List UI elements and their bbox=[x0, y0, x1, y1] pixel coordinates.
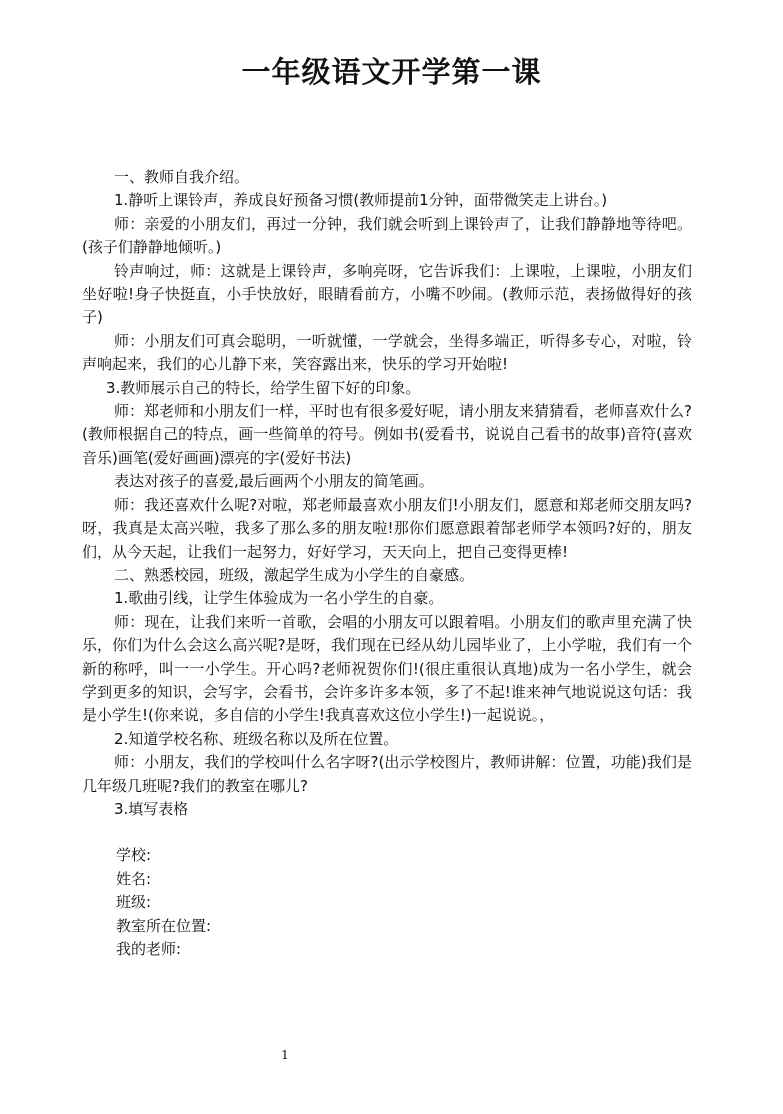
fill-in-form bbox=[82, 844, 692, 961]
section-heading: 二、熟悉校园，班级，激起学生成为小学生的自豪感。 bbox=[114, 565, 475, 584]
form-field-name: 姓名: bbox=[116, 869, 152, 888]
form-field-teacher: 我的老师: bbox=[116, 940, 182, 958]
page-number: 1 bbox=[281, 1048, 289, 1062]
form-field-class: 班级: bbox=[116, 893, 152, 912]
paragraph: 师：我还喜欢什么呢?对啦，郑老师最喜欢小朋友们!小朋友们，愿意和郑老师交朋友吗?呀，我真是太高兴啦，我多了那么多的朋友啦!那你们愿意跟着郜老师学本领吗?好的，朋友们，从今天起，让我们一起努力，好好学习，天天向上，把自己变得更棒! bbox=[82, 495, 692, 561]
form-field-classroom-location: 教室所在位置: bbox=[116, 916, 212, 935]
paragraph: 师：亲爱的小朋友们，再过一分钟，我们就会听到上课铃声了，让我们静静地等待吧。(孩子们静静地倾听。) bbox=[82, 214, 692, 257]
paragraph: 师：现在，让我们来听一首歌，会唱的小朋友可以跟着唱。小朋友们的歌声里充满了快乐，你们为什么会这么高兴呢?是呀，我们现在已经从幼儿园毕业了，上小学啦，我们有一个新的称呼，叫一一小学生。开心吗?老师祝贺你们!(很庄重很认真地)成为一名小学生，就会学到更多的知识，会写字，会看书，会许多许多本领，多了不起!谁来神气地说说这句话：我是小学生!(你来说，多自信的小学生!我真喜欢这位小学生!)一起说说。， bbox=[82, 612, 692, 725]
spacer bbox=[82, 821, 692, 844]
paragraph: 1.歌曲引线，让学生体验成为一名小学生的自豪。 bbox=[114, 589, 444, 608]
section-heading: 一、教师自我介绍。 bbox=[114, 168, 250, 186]
paragraph: 铃声响过，师：这就是上课铃声，多响亮呀，它告诉我们：上课啦，上课啦，小朋友们坐好啦!身子快挺直，小手快放好，眼睛看前方，小嘴不吵闹。(教师示范，表扬做得好的孩子) bbox=[82, 261, 692, 327]
paragraph: 2.知道学校名称、班级名称以及所在位置。 bbox=[114, 729, 399, 748]
paragraph: 师：郑老师和小朋友们一样，平时也有很多爱好呢，请小朋友来猜猜看，老师喜欢什么?(教师根据自己的特点，画一些简单的符号。例如书(爱看书，说说自己看书的故事)音符(喜欢音乐)画笔(爱好画画)漂亮的字(爱好书法) bbox=[82, 402, 692, 467]
document-body bbox=[82, 166, 692, 961]
paragraph: 3.填写表格 bbox=[114, 799, 189, 818]
document-title: 一年级语文开学第一课 bbox=[241, 55, 542, 89]
form-field-school: 学校: bbox=[116, 846, 152, 865]
paragraph: 1.静听上课铃声，养成良好预备习惯(教师提前1分钟，面带微笑走上讲台。) bbox=[114, 191, 608, 210]
paragraph: 表达对孩子的喜爱,最后画两个小朋友的简笔画。 bbox=[114, 472, 434, 491]
paragraph: 师：小朋友，我们的学校叫什么名字呀?(出示学校图片，教师讲解：位置，功能)我们是几年级几班呢?我们的教室在哪儿? bbox=[82, 753, 692, 795]
paragraph: 师：小朋友们可真会聪明，一听就懂，一学就会，坐得多端正，听得多专心，对啦，铃声响起来，我们的心儿静下来，笑容露出来，快乐的学习开始啦! bbox=[82, 331, 692, 374]
paragraph: 3.教师展示自己的特长，给学生留下好的印象。 bbox=[106, 378, 421, 397]
